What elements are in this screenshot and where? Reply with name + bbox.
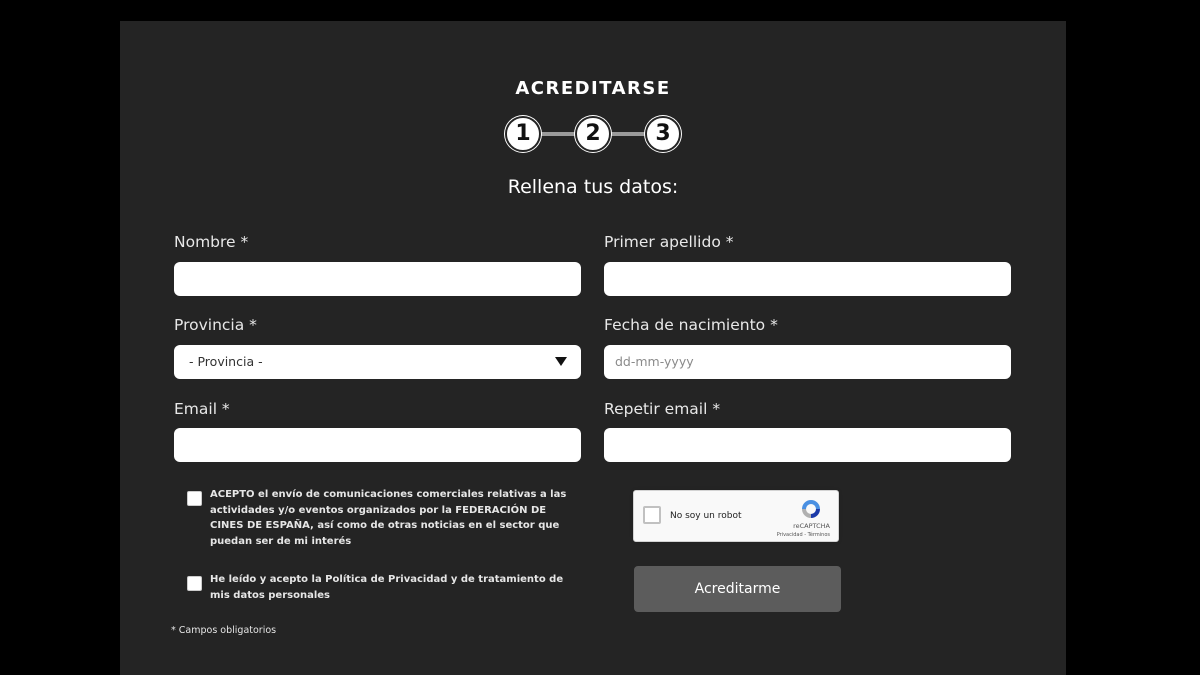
comunicaciones-consent-text: ACEPTO el envío de comunicaciones comerciales relativas a las actividades y/o eventos organizados por la FEDERACIÓN DE CINES DE ESPAÑA, así como de otras noticias en el sector que puedan ser de mi interés [210,489,567,547]
apellido-input[interactable] [604,262,1011,296]
privacidad-checkbox[interactable] [187,576,202,591]
repetir-email-input[interactable] [604,428,1011,462]
privacidad-consent-text: He leído y acepto la Política de Privacidad y de tratamiento de mis datos personales [210,574,564,601]
provincia-select[interactable] [174,345,581,379]
recaptcha-label: No soy un robot [670,511,742,521]
step-3: 3 [645,116,681,152]
form-subtitle: Rellena tus datos: [507,176,679,198]
comunicaciones-checkbox[interactable] [187,491,202,506]
recaptcha-widget [633,490,839,542]
email-label: Email * [174,400,230,418]
recaptcha-brand: reCAPTCHA [793,522,830,530]
recaptcha-checkbox[interactable] [643,506,661,524]
fecha-placeholder: dd-mm-yyyy [615,354,694,369]
email-input[interactable] [174,428,581,462]
repetir-email-label: Repetir email * [604,400,721,418]
step-2: 2 [575,116,611,152]
step-1: 1 [505,116,541,152]
provincia-label: Provincia * [174,316,257,334]
provincia-selected-value: - Provincia - [189,354,263,369]
nombre-label: Nombre * [174,233,249,251]
registration-panel [120,21,1066,675]
recaptcha-logo-icon [800,498,822,520]
recaptcha-terms-link[interactable]: Privacidad - Términos [776,532,830,538]
step-indicator [505,116,681,152]
nombre-input[interactable] [174,262,581,296]
page-title: ACREDITARSE [515,78,671,99]
apellido-label: Primer apellido * [604,233,734,251]
chevron-down-icon [555,357,567,366]
fecha-label: Fecha de nacimiento * [604,316,778,334]
acreditarme-button[interactable]: Acreditarme [634,566,841,612]
fecha-nacimiento-input[interactable] [604,345,1011,379]
required-fields-note: * Campos obligatorios [171,625,277,636]
